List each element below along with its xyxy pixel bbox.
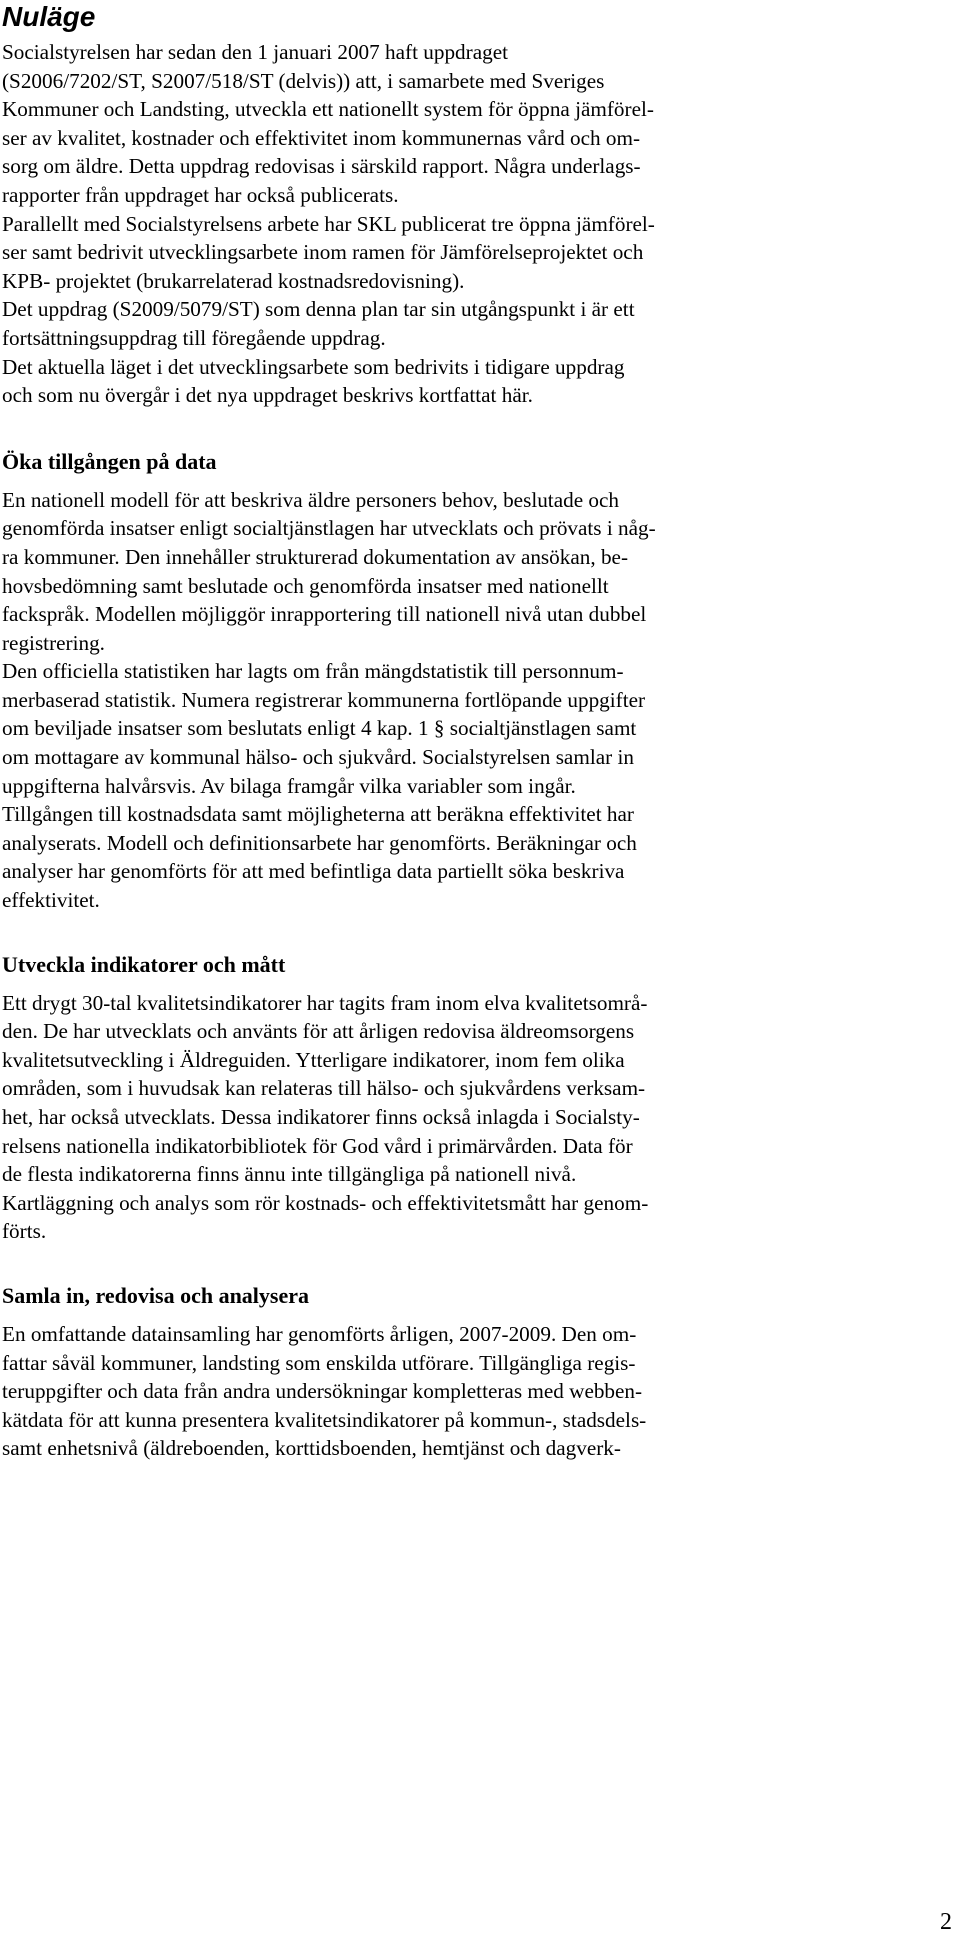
text-line: hovsbedömning samt beslutade och genomförda insatser med nationellt bbox=[2, 573, 609, 598]
text-line: ra kommuner. Den innehåller strukturerad dokumentation av ansökan, be- bbox=[2, 544, 629, 569]
intro-paragraph-2 bbox=[2, 210, 960, 296]
text-line: Det uppdrag (S2009/5079/ST) som denna plan tar sin utgångspunkt i är ett bbox=[2, 297, 635, 322]
text-line: merbaserad statistik. Numera registrerar kommunerna fortlöpande uppgifter bbox=[2, 687, 646, 712]
text-line: sorg om äldre. Detta uppdrag redovisas i särskild rapport. Några underlags- bbox=[2, 154, 641, 179]
text-line: fackspråk. Modellen möjliggör inrapportering till nationell nivå utan dubbel bbox=[2, 602, 647, 627]
text-line: den. De har utvecklats och använts för att årligen redovisa äldreomsorgens bbox=[2, 1019, 635, 1044]
page-number: 2 bbox=[940, 1909, 952, 1935]
section1-paragraph-1 bbox=[2, 486, 960, 658]
text-line: Den officiella statistiken har lagts om från mängdstatistik till personnum- bbox=[2, 659, 624, 684]
section-heading-indicators: Utveckla indikatorer och mått bbox=[2, 951, 286, 977]
text-line: fattar såväl kommuner, landsting som enskilda utförare. Tillgängliga regis- bbox=[2, 1350, 636, 1375]
text-line: samt enhetsnivå (äldreboenden, korttidsboenden, hemtjänst och dagverk- bbox=[2, 1436, 621, 1461]
text-line: om beviljade insatser som beslutats enligt 4 kap. 1 § socialtjänstlagen samt bbox=[2, 716, 637, 741]
section1-paragraph-3 bbox=[2, 800, 960, 914]
text-line: de flesta indikatorerna finns ännu inte tillgängliga på nationell nivå. bbox=[2, 1162, 577, 1187]
intro-paragraph-1 bbox=[2, 38, 960, 210]
text-line: (S2006/7202/ST, S2007/518/ST (delvis)) att, i samarbete med Sveriges bbox=[2, 68, 605, 93]
text-line: kvalitetsutveckling i Äldreguiden. Ytterligare indikatorer, inom fem olika bbox=[2, 1047, 625, 1072]
text-line: teruppgifter och data från andra undersökningar kompletteras med webben- bbox=[2, 1379, 643, 1404]
text-line: En nationell modell för att beskriva äldre personers behov, beslutade och bbox=[2, 487, 619, 512]
text-line: rapporter från uppdraget har också publicerats. bbox=[2, 182, 399, 207]
text-line: registrering. bbox=[2, 630, 105, 655]
section1-paragraph-2 bbox=[2, 657, 960, 800]
text-line: fortsättningsuppdrag till föregående uppdrag. bbox=[2, 325, 386, 350]
text-line: Det aktuella läget i det utvecklingsarbete som bedrivits i tidigare uppdrag bbox=[2, 354, 625, 379]
text-line: ser samt bedrivit utvecklingsarbete inom ramen för Jämförelseprojektet och bbox=[2, 240, 644, 265]
text-line: effektivitet. bbox=[2, 888, 100, 913]
text-line: Kommuner och Landsting, utveckla ett nationellt system för öppna jämförel- bbox=[2, 97, 654, 122]
text-line: analyser har genomförts för att med befintliga data partiellt söka beskriva bbox=[2, 859, 625, 884]
text-line: och som nu övergår i det nya uppdraget beskrivs kortfattat här. bbox=[2, 383, 533, 408]
text-line: het, har också utvecklats. Dessa indikatorer finns också inlagda i Socialsty- bbox=[2, 1105, 640, 1129]
text-line: KPB- projektet (brukarrelaterad kostnadsredovisning). bbox=[2, 268, 465, 293]
intro-paragraph-4 bbox=[2, 353, 960, 410]
section2-paragraph-2 bbox=[2, 1189, 960, 1246]
section3-paragraph-1 bbox=[2, 1320, 960, 1463]
text-line: kätdata för att kunna presentera kvalitetsindikatorer på kommun-, stadsdels- bbox=[2, 1407, 647, 1432]
text-line: Parallellt med Socialstyrelsens arbete har SKL publicerat tre öppna jämförel- bbox=[2, 211, 655, 236]
text-line: Kartläggning och analys som rör kostnads- och effektivitetsmått har genom- bbox=[2, 1190, 649, 1215]
text-line: analyserats. Modell och definitionsarbete har genomförts. Beräkningar och bbox=[2, 830, 637, 855]
text-line: Ett drygt 30-tal kvalitetsindikatorer har tagits fram inom elva kvalitetsområ- bbox=[2, 990, 648, 1015]
text-line: om mottagare av kommunal hälso- och sjukvård. Socialstyrelsen samlar in bbox=[2, 745, 634, 770]
section-heading-data-access: Öka tillgången på data bbox=[2, 448, 217, 474]
text-line: uppgifterna halvårsvis. Av bilaga framgår vilka variabler som ingår. bbox=[2, 773, 576, 798]
text-line: Tillgången till kostnadsdata samt möjligheterna att beräkna effektivitet har bbox=[2, 802, 634, 827]
section-heading-collect-report: Samla in, redovisa och analysera bbox=[2, 1282, 310, 1308]
text-line: En omfattande datainsamling har genomförts årligen, 2007-2009. Den om- bbox=[2, 1321, 637, 1346]
section2-paragraph-1 bbox=[2, 989, 960, 1189]
page-title: Nuläge bbox=[2, 1, 96, 32]
text-line: förts. bbox=[2, 1219, 47, 1244]
text-line: genomförda insatser enligt socialtjänstlagen har utvecklats och prövats i någ- bbox=[2, 516, 656, 541]
text-line: relsens nationella indikatorbibliotek för God vård i primärvården. Data för bbox=[2, 1133, 633, 1158]
text-line: Socialstyrelsen har sedan den 1 januari 2007 haft uppdraget bbox=[2, 40, 508, 64]
text-line: områden, som i huvudsak kan relateras till hälso- och sjukvårdens verksam- bbox=[2, 1076, 646, 1101]
text-line: ser av kvalitet, kostnader och effektivitet inom kommunernas vård och om- bbox=[2, 125, 640, 150]
intro-paragraph-3 bbox=[2, 295, 960, 352]
